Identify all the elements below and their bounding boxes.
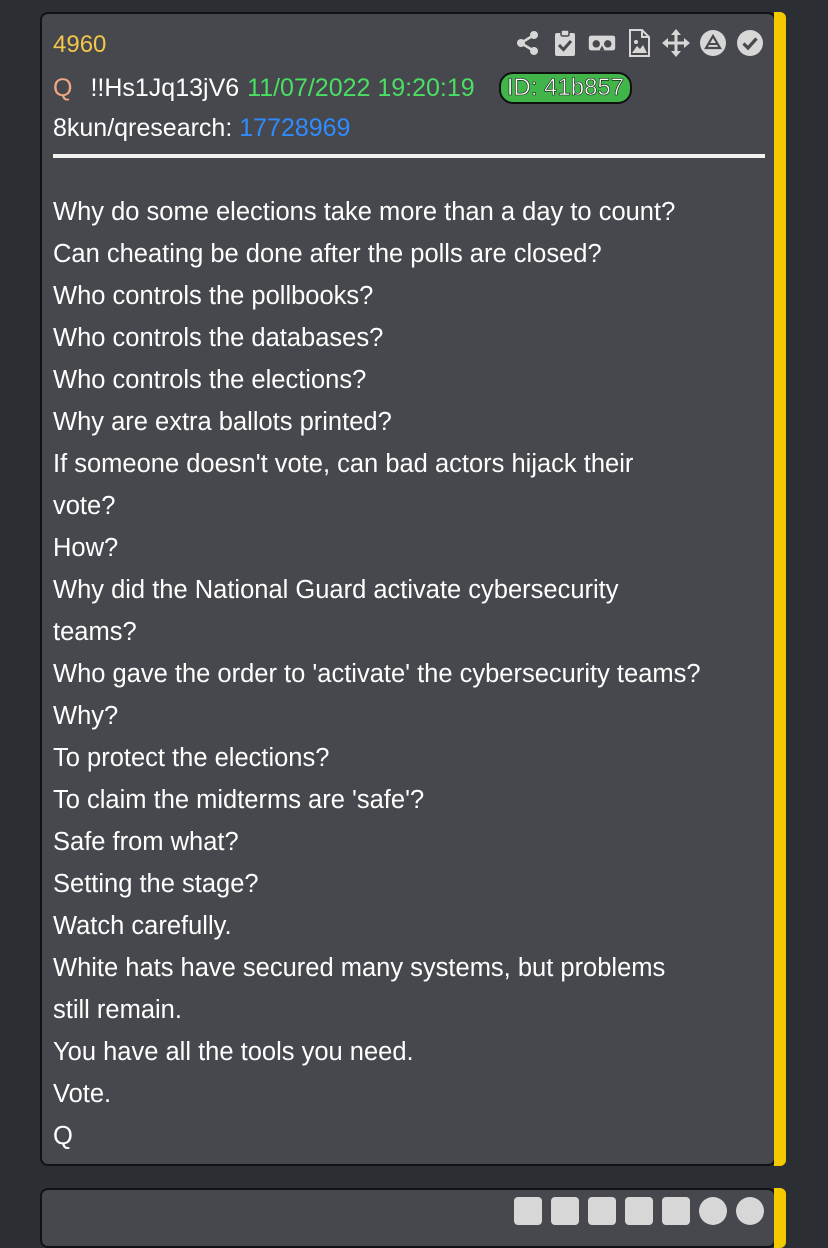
post-line: vote? — [53, 492, 116, 520]
move-arrows-icon[interactable] — [662, 29, 690, 57]
post-line: Can cheating be done after the polls are closed? — [53, 240, 602, 268]
post-line: Safe from what? — [53, 828, 239, 856]
share-icon[interactable] — [514, 29, 542, 57]
accent-bar — [774, 1188, 786, 1248]
author-name: Q — [53, 73, 73, 102]
post-line: White hats have secured many systems, but problems — [53, 954, 666, 982]
accent-bar — [774, 12, 786, 1166]
checkmark-circle-icon[interactable] — [736, 1197, 764, 1225]
post-line: To protect the elections? — [53, 744, 330, 772]
post-body — [53, 191, 769, 1157]
post-line: Setting the stage? — [53, 870, 259, 898]
post-line: Who controls the pollbooks? — [53, 282, 374, 310]
post-line: Who controls the elections? — [53, 366, 367, 394]
image-file-icon[interactable] — [625, 29, 653, 57]
post-card — [40, 12, 776, 1166]
share-icon[interactable] — [514, 1197, 542, 1225]
post-number: 4960 — [53, 31, 107, 58]
tripcode: !!Hs1Jq13jV6 — [90, 73, 240, 102]
next-post-card — [40, 1188, 776, 1248]
post-line: Vote. — [53, 1080, 112, 1108]
clipboard-check-icon[interactable] — [551, 1197, 579, 1225]
post-line: Who controls the databases? — [53, 324, 384, 352]
triangle-circle-icon[interactable] — [699, 1197, 727, 1225]
checkmark-circle-icon[interactable] — [736, 29, 764, 57]
post-line: still remain. — [53, 996, 182, 1024]
board-name: 8kun/qresearch: — [53, 114, 233, 142]
post-line: Why? — [53, 702, 119, 730]
post-line: Watch carefully. — [53, 912, 232, 940]
triangle-circle-icon[interactable] — [699, 29, 727, 57]
vr-glasses-icon[interactable] — [588, 1197, 616, 1225]
post-meta — [53, 72, 632, 104]
vr-glasses-icon[interactable] — [588, 29, 616, 57]
post-line: Who gave the order to 'activate' the cybersecurity teams? — [53, 660, 701, 688]
post-line: Q — [53, 1122, 73, 1150]
clipboard-check-icon[interactable] — [551, 29, 579, 57]
move-arrows-icon[interactable] — [662, 1197, 690, 1225]
post-line: If someone doesn't vote, can bad actors hijack their — [53, 450, 634, 478]
id-badge[interactable]: ID: 41b857 — [499, 72, 632, 104]
post-line: You have all the tools you need. — [53, 1038, 414, 1066]
post-date: 11/07/2022 19:20:19 — [247, 73, 475, 102]
board-line — [53, 114, 350, 143]
divider — [53, 154, 765, 158]
post-line: teams? — [53, 618, 137, 646]
post-line: How? — [53, 534, 119, 562]
post-link[interactable]: 17728969 — [239, 114, 351, 142]
post-line: Why are extra ballots printed? — [53, 408, 392, 436]
post-line: Why did the National Guard activate cybersecurity — [53, 576, 619, 604]
image-file-icon[interactable] — [625, 1197, 653, 1225]
post-toolbar — [514, 28, 764, 58]
next-post-toolbar — [514, 1196, 764, 1226]
post-line: Why do some elections take more than a day to count? — [53, 198, 676, 226]
post-line: To claim the midterms are 'safe'? — [53, 786, 425, 814]
